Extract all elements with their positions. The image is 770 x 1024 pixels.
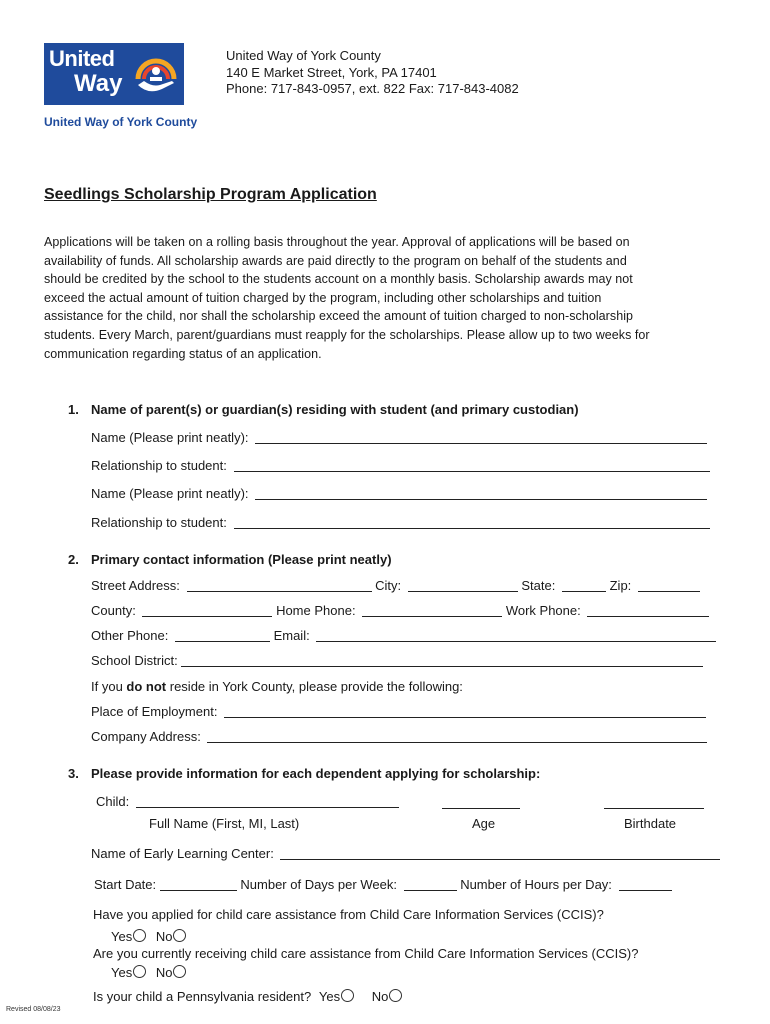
note-text: reside in York County, please provide the following: [166, 679, 463, 694]
ccis-receiving-no-radio[interactable] [173, 965, 186, 978]
parent2-name-label: Name (Please print neatly): [91, 486, 249, 501]
child-label: Child: [96, 794, 130, 809]
hours-field[interactable] [619, 878, 672, 891]
state-field[interactable] [562, 579, 606, 592]
ccis-applied-yes-radio[interactable] [133, 929, 146, 942]
company-row [91, 729, 707, 744]
page-title: Seedlings Scholarship Program Application [44, 186, 377, 203]
company-address-field[interactable] [207, 730, 707, 743]
center-field[interactable] [280, 847, 720, 860]
other-phone-field[interactable] [175, 629, 270, 642]
other-phone-label: Other Phone: [91, 628, 169, 643]
section3-heading: Please provide information for each dependent applying for scholarship: [91, 766, 541, 781]
child-name-field[interactable] [136, 795, 399, 808]
email-label: Email: [273, 628, 310, 643]
parent2-name-field[interactable] [255, 487, 707, 500]
parent1-name-row [91, 430, 707, 445]
logo-subtitle: United Way of York County [44, 115, 198, 129]
ccis-applied-no-radio[interactable] [173, 929, 186, 942]
employment-row [91, 704, 706, 719]
ccis-receiving-options [111, 965, 186, 980]
org-name: United Way of York County [226, 48, 381, 63]
pa-resident-row [93, 989, 402, 1004]
other-phone-row [91, 628, 716, 643]
not-resident-note [91, 679, 463, 694]
hand-rainbow-icon [132, 51, 180, 99]
school-district-field[interactable] [181, 654, 703, 667]
intro-line: exceed the actual amount of tuition charged by the program, including other scholarships and tuition [44, 290, 602, 305]
pa-resident-yes-radio[interactable] [341, 989, 354, 1002]
section3-number: 3. [68, 766, 79, 781]
school-row [91, 653, 703, 668]
age-caption: Age [472, 816, 496, 831]
county-field[interactable] [142, 604, 272, 617]
parent1-relationship-label: Relationship to student: [91, 458, 227, 473]
pa-resident-no-radio[interactable] [389, 989, 402, 1002]
no-label: No [155, 965, 173, 980]
start-date-field[interactable] [160, 878, 237, 891]
center-label: Name of Early Learning Center: [91, 846, 274, 861]
section1-number: 1. [68, 402, 79, 417]
street-field[interactable] [187, 579, 372, 592]
parent2-relationship-row [91, 515, 710, 530]
county-label: County: [91, 603, 136, 618]
phone-row [91, 603, 709, 618]
logo-text-united: United [49, 46, 115, 71]
work-phone-field[interactable] [587, 604, 709, 617]
start-date-label: Start Date: [94, 877, 157, 892]
yes-label: Yes [318, 989, 341, 1004]
email-field[interactable] [316, 629, 716, 642]
org-address: 140 E Market Street, York, PA 17401 [226, 64, 437, 80]
street-label: Street Address: [91, 578, 180, 593]
child-age-field[interactable] [442, 796, 520, 809]
address-row [91, 578, 700, 593]
intro-line: Applications will be taken on a rolling basis throughout the year. Approval of applications will be based on [44, 235, 630, 249]
birthdate-caption: Birthdate [624, 816, 677, 831]
address-block [226, 48, 519, 98]
note-text: If you [91, 679, 127, 694]
home-phone-field[interactable] [362, 604, 502, 617]
child-row [96, 794, 399, 809]
parent1-name-field[interactable] [255, 431, 707, 444]
parent2-name-row [91, 486, 707, 501]
intro-line: should be credited by the school to the students account on a monthly basis. Scholarship awards may not [44, 272, 633, 287]
full-name-caption: Full Name (First, MI, Last) [149, 816, 300, 831]
section2-heading: Primary contact information (Please print neatly) [91, 552, 392, 567]
hours-label: Number of Hours per Day: [460, 877, 612, 892]
yes-label: Yes [111, 929, 133, 944]
ccis-applied-question: Have you applied for child care assistance from Child Care Information Services (CCIS)? [93, 907, 604, 922]
parent1-name-label: Name (Please print neatly): [91, 430, 249, 445]
state-label: State: [521, 578, 556, 593]
employment-label: Place of Employment: [91, 704, 218, 719]
section1-heading: Name of parent(s) or guardian(s) residing with student (and primary custodian) [91, 402, 579, 417]
company-address-label: Company Address: [91, 729, 201, 744]
section2-number: 2. [68, 552, 79, 567]
yes-label: Yes [111, 965, 133, 980]
united-way-logo [44, 43, 184, 105]
logo-text-way: Way [74, 70, 123, 97]
days-field[interactable] [404, 878, 457, 891]
no-label: No [371, 989, 389, 1004]
employment-field[interactable] [224, 705, 706, 718]
revised-date: Revised 08/08/23 [6, 1006, 61, 1013]
intro-line: availability of funds. All scholarship awards are paid directly to the program on behalf of the students and [44, 253, 627, 268]
ccis-receiving-yes-radio[interactable] [133, 965, 146, 978]
pa-resident-question: Is your child a Pennsylvania resident? [93, 989, 312, 1004]
parent2-relationship-field[interactable] [234, 516, 710, 529]
intro-line: communication regarding status of an application. [44, 346, 322, 361]
days-label: Number of Days per Week: [240, 877, 397, 892]
parent1-relationship-field[interactable] [234, 459, 710, 472]
no-label: No [155, 929, 173, 944]
parent2-relationship-label: Relationship to student: [91, 515, 227, 530]
zip-field[interactable] [638, 579, 700, 592]
work-phone-label: Work Phone: [505, 603, 581, 618]
center-row [91, 846, 720, 861]
note-text-bold: do not [126, 679, 167, 694]
org-phone-fax: Phone: 717-843-0957, ext. 822 Fax: 717-843-4082 [226, 81, 519, 96]
schedule-row [94, 877, 672, 892]
city-field[interactable] [408, 579, 518, 592]
intro-paragraph [44, 233, 734, 363]
home-phone-label: Home Phone: [276, 603, 356, 618]
intro-line: students. Every March, parent/guardians must reapply for the scholarships. Please allow up to two weeks for [44, 327, 650, 342]
zip-label: Zip: [609, 578, 632, 593]
intro-line: assistance for the child, nor shall the scholarship exceed the amount of tuition charged to non-scholarship [44, 309, 634, 324]
ccis-receiving-question: Are you currently receiving child care assistance from Child Care Information Services (CCIS)? [93, 946, 639, 961]
child-birthdate-field[interactable] [604, 796, 704, 809]
parent1-relationship-row [91, 458, 710, 473]
city-label: City: [375, 578, 402, 593]
school-district-label: School District: [91, 653, 178, 668]
ccis-applied-options [111, 929, 186, 944]
